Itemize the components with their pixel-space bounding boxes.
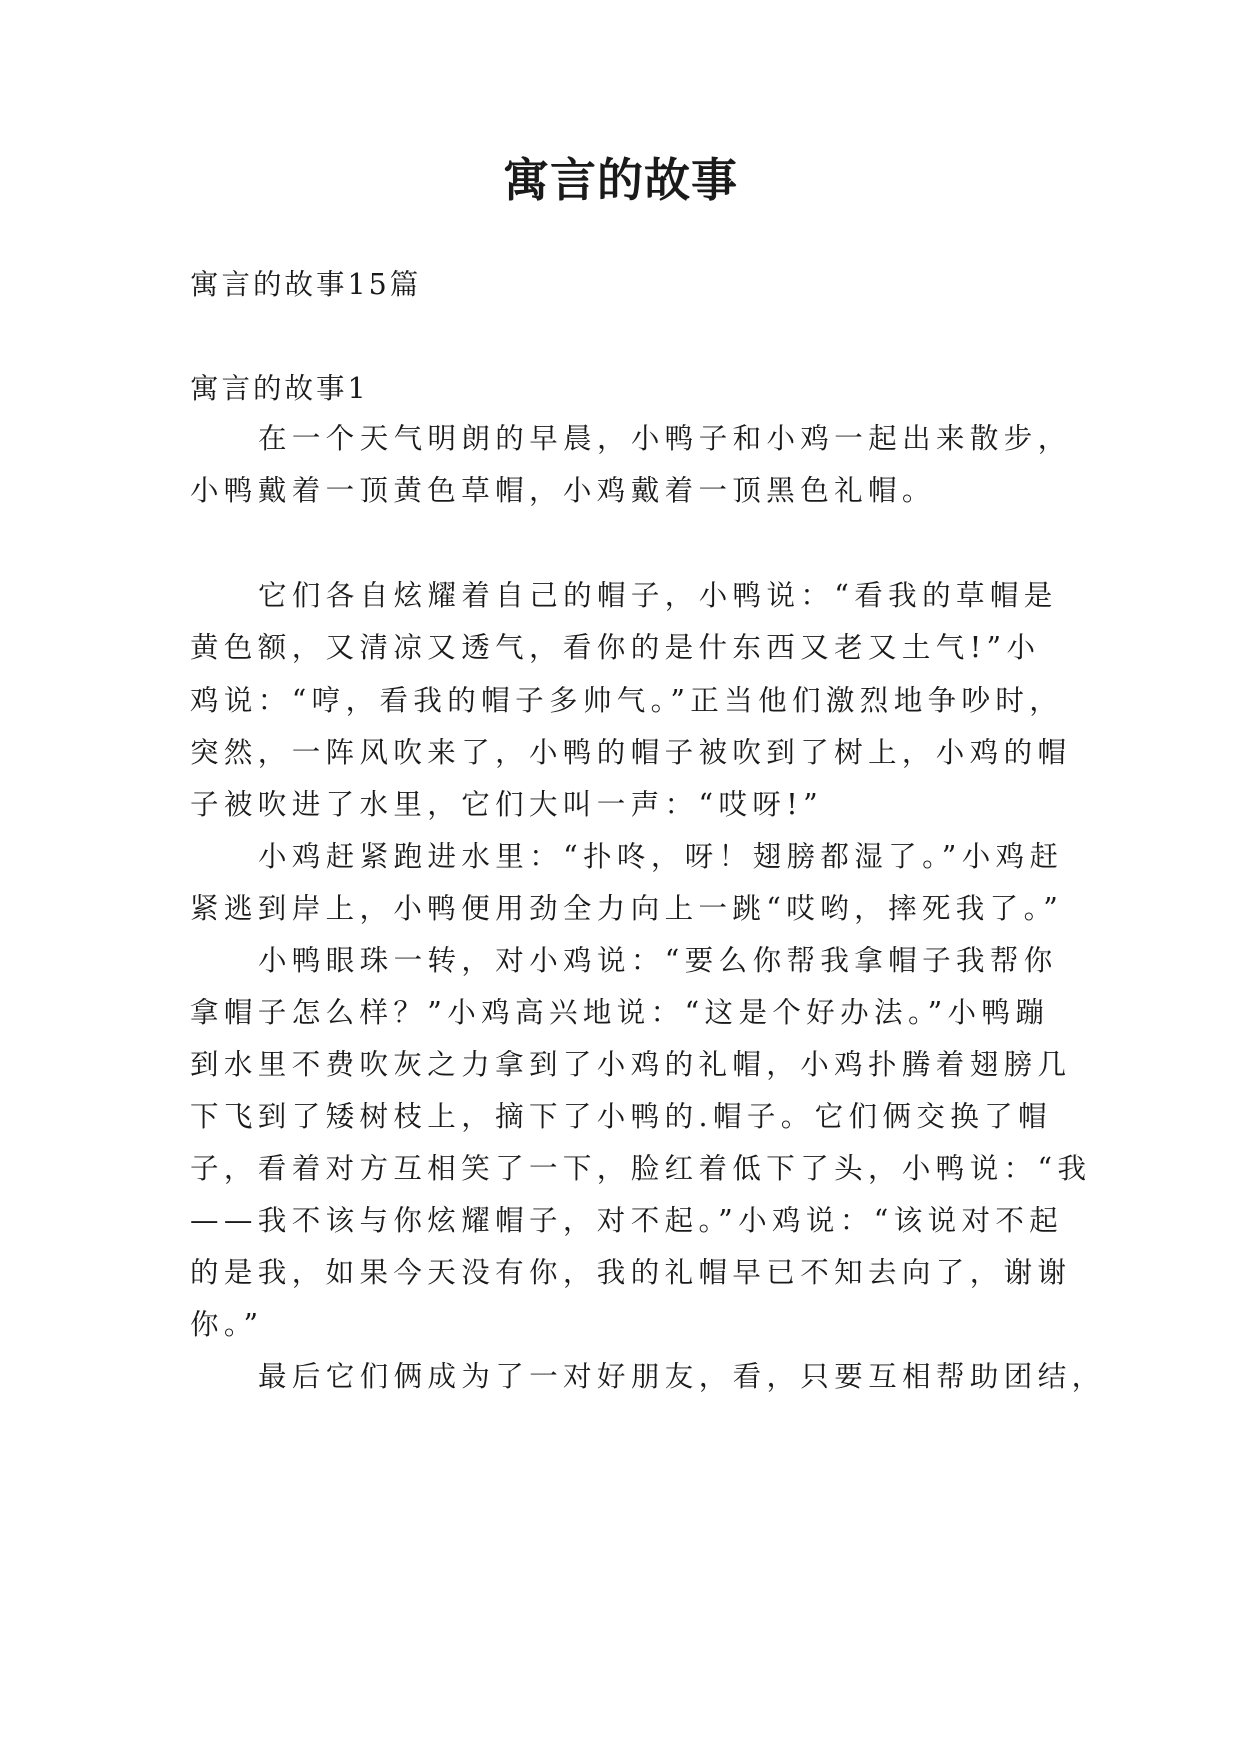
body-line: 鸡说：“哼，看我的帽子多帅气。”正当他们激烈地争吵时， <box>190 684 1064 717</box>
body-line: 紧逃到岸上，小鸭便用劲全力向上一跳“哎哟，摔死我了。” <box>190 892 1064 925</box>
body-line: ——我不该与你炫耀帽子，对不起。”小鸡说：“该说对不起 <box>190 1204 1064 1237</box>
body-line: 子被吹进了水里，它们大叫一声：“哎呀!” <box>190 788 824 821</box>
body-line: 小鸭眼珠一转，对小鸡说：“要么你帮我拿帽子我帮你 <box>258 944 1058 977</box>
body-line: 最后它们俩成为了一对好朋友，看，只要互相帮助团结， <box>258 1360 1106 1393</box>
body-line: 到水里不费吹灰之力拿到了小鸡的礼帽，小鸡扑腾着翅膀几 <box>190 1048 1072 1081</box>
body-line: 在一个天气明朗的早晨，小鸭子和小鸡一起出来散步， <box>258 422 1072 455</box>
body-line: 的是我，如果今天没有你，我的礼帽早已不知去向了，谢谢 <box>190 1256 1072 1289</box>
section-heading: 寓言的故事1 <box>190 372 369 405</box>
body-line: 突然，一阵风吹来了，小鸭的帽子被吹到了树上，小鸡的帽 <box>190 736 1072 769</box>
body-line: 你。” <box>190 1308 264 1341</box>
body-line: 它们各自炫耀着自己的帽子，小鸭说：“看我的草帽是 <box>258 579 1058 612</box>
body-line: 小鸭戴着一顶黄色草帽，小鸡戴着一顶黑色礼帽。 <box>190 474 936 507</box>
body-line: 下飞到了矮树枝上，摘下了小鸭的.帽子。它们俩交换了帽 <box>190 1100 1052 1133</box>
document-title: 寓言的故事 <box>503 153 738 207</box>
body-line: 拿帽子怎么样？”小鸡高兴地说：“这是个好办法。”小鸭蹦 <box>190 996 1050 1029</box>
body-line: 子，看着对方互相笑了一下，脸红着低下了头，小鸭说：“我 <box>190 1152 1092 1185</box>
document-subtitle: 寓言的故事15篇 <box>190 268 422 301</box>
body-line: 小鸡赶紧跑进水里：“扑咚，呀！翅膀都湿了。”小鸡赶 <box>258 840 1064 873</box>
body-line: 黄色额，又清凉又透气，看你的是什东西又老又土气!”小 <box>190 631 1041 664</box>
